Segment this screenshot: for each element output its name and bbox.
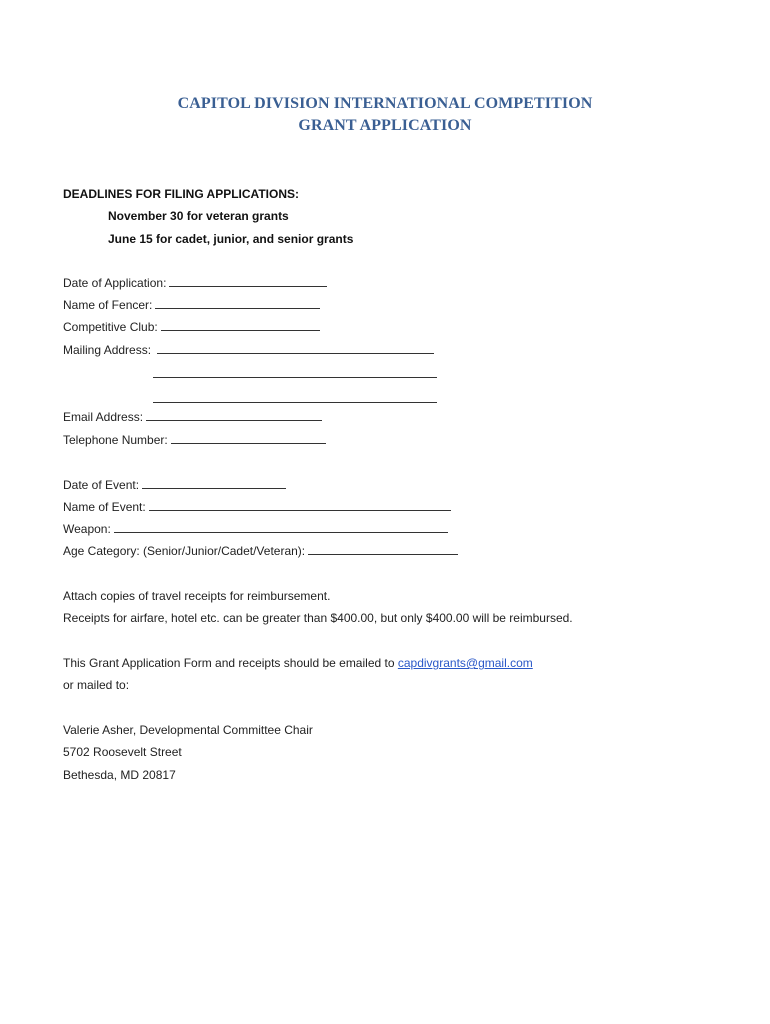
competitive-club-label: Competitive Club: [63,320,158,334]
name-of-fencer-label: Name of Fencer: [63,298,153,312]
date-of-event-field[interactable] [63,477,286,493]
name-of-event-label: Name of Event: [63,500,146,514]
email-address-blank[interactable] [146,409,322,421]
weapon-label: Weapon: [63,522,111,536]
name-of-fencer-field[interactable] [63,297,320,313]
mailing-address-blank-1[interactable] [157,342,434,354]
competitive-club-blank[interactable] [161,319,320,331]
document-title-line2: GRANT APPLICATION [298,117,472,134]
age-category-field[interactable] [63,543,458,559]
attach-receipts-note: Attach copies of travel receipts for reimbursement. [63,589,331,603]
name-of-fencer-blank[interactable] [155,297,320,309]
email-instruction-text: This Grant Application Form and receipts should be emailed to [63,656,395,670]
deadlines-heading: DEADLINES FOR FILING APPLICATIONS: [63,187,299,201]
deadline-veteran: November 30 for veteran grants [108,209,289,223]
email-address-field[interactable] [63,409,322,425]
mailing-address-blank-2[interactable] [153,376,437,378]
document-title-line1: CAPITOL DIVISION INTERNATIONAL COMPETITION [177,95,593,112]
reimbursement-limit-note: Receipts for airfare, hotel etc. can be greater than $400.00, but only $400.00 will be reimbursed. [63,611,573,625]
name-of-event-blank[interactable] [149,499,451,511]
competitive-club-field[interactable] [63,319,320,335]
date-of-event-blank[interactable] [142,477,286,489]
mailing-address-field[interactable] [63,342,434,358]
recipient-city: Bethesda, MD 20817 [63,768,176,782]
age-category-label: Age Category: (Senior/Junior/Cadet/Veteran): [63,544,306,558]
mailing-address-label: Mailing Address: [63,343,152,357]
telephone-number-field[interactable] [63,432,326,448]
mailing-address-blank-3[interactable] [153,401,437,403]
weapon-field[interactable] [63,521,448,537]
email-address-label: Email Address: [63,410,144,424]
deadline-cadet-junior-senior: June 15 for cadet, junior, and senior grants [108,232,354,246]
date-of-application-blank[interactable] [169,275,327,287]
telephone-number-blank[interactable] [171,432,326,444]
weapon-blank[interactable] [114,521,448,533]
mail-instruction: or mailed to: [63,678,130,692]
telephone-number-label: Telephone Number: [63,433,168,447]
age-category-blank[interactable] [308,543,458,555]
date-of-application-field[interactable] [63,275,327,291]
email-link[interactable]: capdivgrants@gmail.com [397,656,533,670]
email-instruction [63,655,533,671]
date-of-event-label: Date of Event: [63,478,140,492]
recipient-name: Valerie Asher, Developmental Committee Chair [63,723,313,737]
date-of-application-label: Date of Application: [63,276,167,290]
recipient-street: 5702 Roosevelt Street [63,745,182,759]
name-of-event-field[interactable] [63,499,451,515]
